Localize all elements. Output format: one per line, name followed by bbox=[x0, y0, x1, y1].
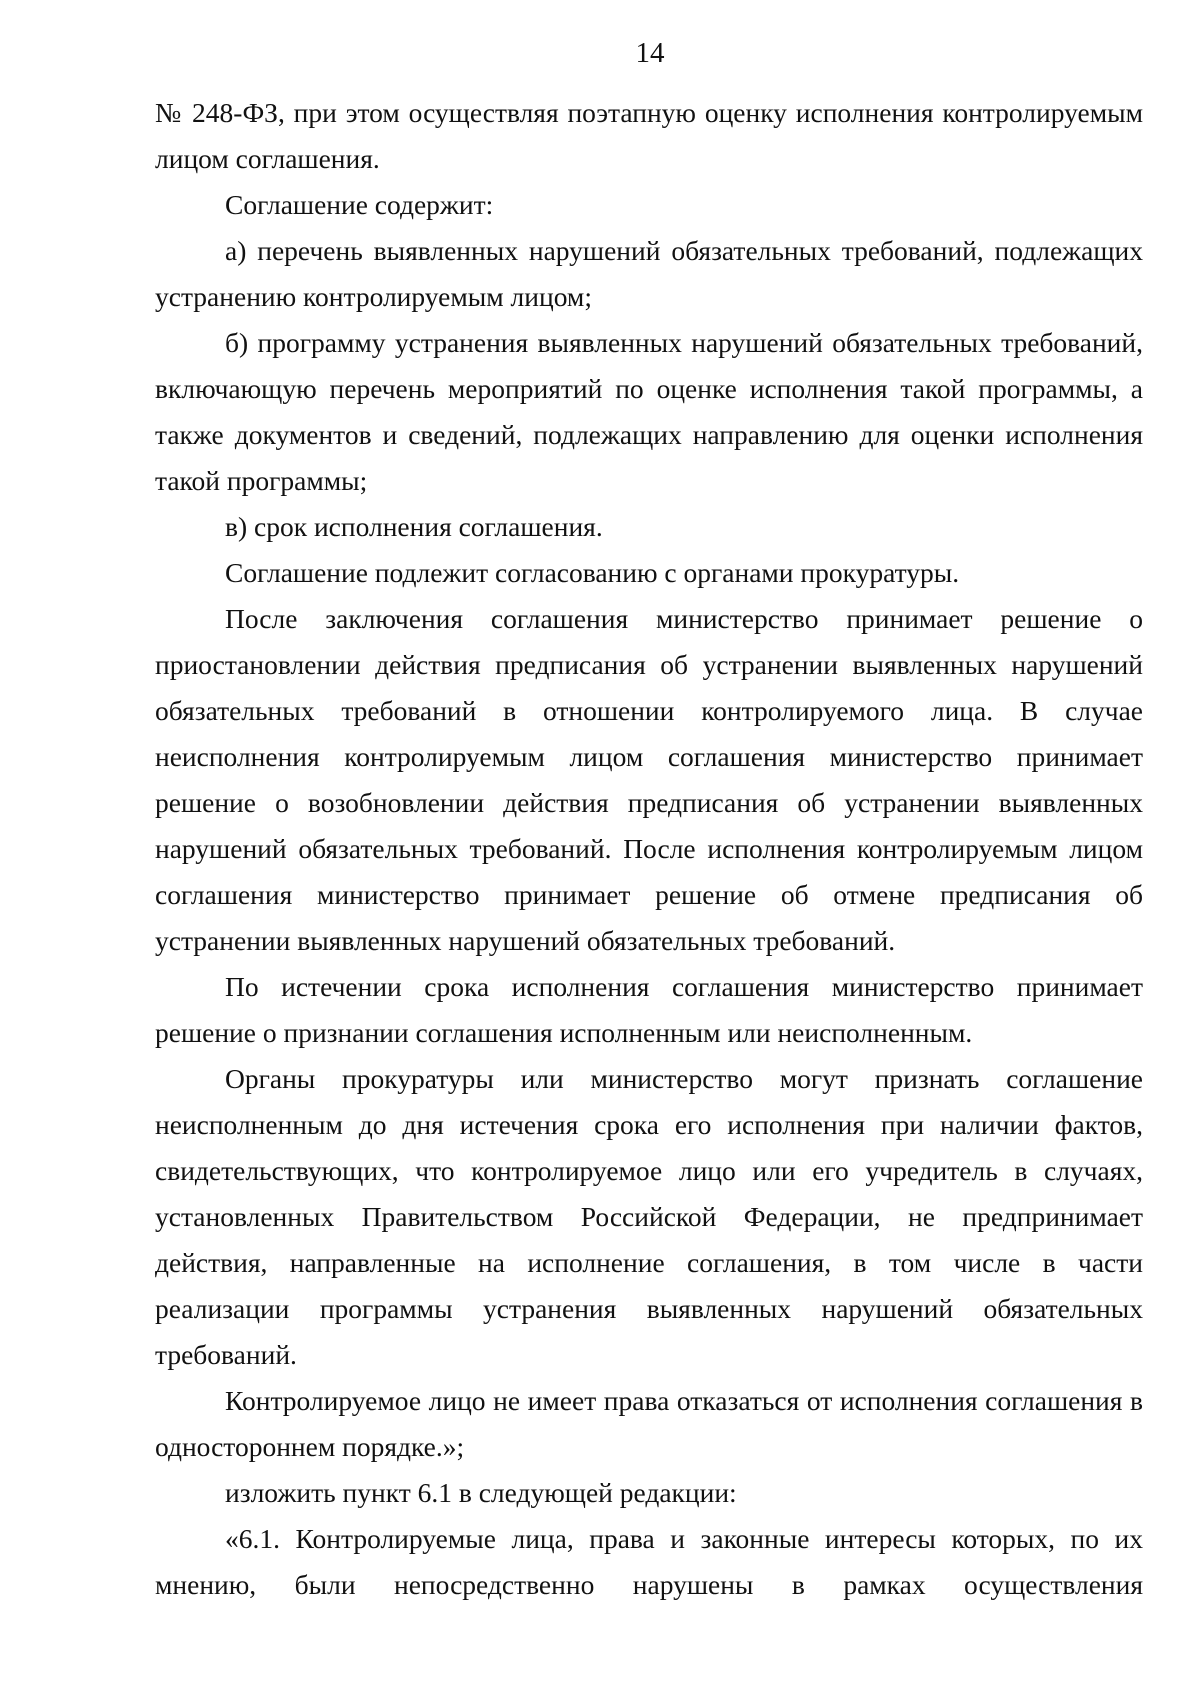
paragraph-item-b: б) программу устранения выявленных нарушений обязательных требований, включающую перечень мероприятий по оценке исполнения такой программы, а также документов и сведений, подлежащих направлению для оценки исполнения такой программы; bbox=[155, 327, 1143, 496]
paragraph-expiry: По истечении срока исполнения соглашения министерство принимает решение о признании соглашения исполненным или неисполненным. bbox=[155, 971, 1143, 1048]
paragraph-continuation: № 248-ФЗ, при этом осуществляя поэтапную оценку исполнения контролируемым лицом соглашения. bbox=[155, 97, 1143, 174]
paragraph-prosecution: Органы прокуратуры или министерство могут признать соглашение неисполненным до дня истечения срока его исполнения при наличии фактов, свидетельствующих, что контролируемое лицо или его учредитель в случаях, установленных Правительством Российской Федерации, не предпринимает действия, направленные на исполнение соглашения, в том числе в части реализации программы устранения выявленных нарушений обязательных требований. bbox=[155, 1063, 1143, 1370]
document-body bbox=[155, 90, 1143, 1608]
paragraph-amend-6-1: изложить пункт 6.1 в следующей редакции: bbox=[225, 1477, 737, 1508]
paragraph-item-v: в) срок исполнения соглашения. bbox=[225, 511, 603, 542]
paragraph-clause-6-1: «6.1. Контролируемые лица, права и законные интересы которых, по их мнению, были непосредственно нарушены в рамках осуществления bbox=[155, 1523, 1143, 1600]
paragraph-agreement-contains: Соглашение содержит: bbox=[225, 189, 494, 220]
paragraph-item-a: а) перечень выявленных нарушений обязательных требований, подлежащих устранению контролируемым лицом; bbox=[155, 235, 1143, 312]
paragraph-approval: Соглашение подлежит согласованию с органами прокуратуры. bbox=[225, 557, 960, 588]
page-number: 14 bbox=[635, 37, 665, 69]
paragraph-after-conclusion: После заключения соглашения министерство принимает решение о приостановлении действия предписания об устранении выявленных нарушений обязательных требований в отношении контролируемого лица. В случае неисполнения контролируемым лицом соглашения министерство принимает решение о возобновлении действия предписания об устранении выявленных нарушений обязательных требований. После исполнения контролируемым лицом соглашения министерство принимает решение об отмене предписания об устранении выявленных нарушений обязательных требований. bbox=[155, 603, 1143, 956]
paragraph-no-refusal: Контролируемое лицо не имеет права отказаться от исполнения соглашения в одностороннем порядке.»; bbox=[155, 1385, 1143, 1462]
